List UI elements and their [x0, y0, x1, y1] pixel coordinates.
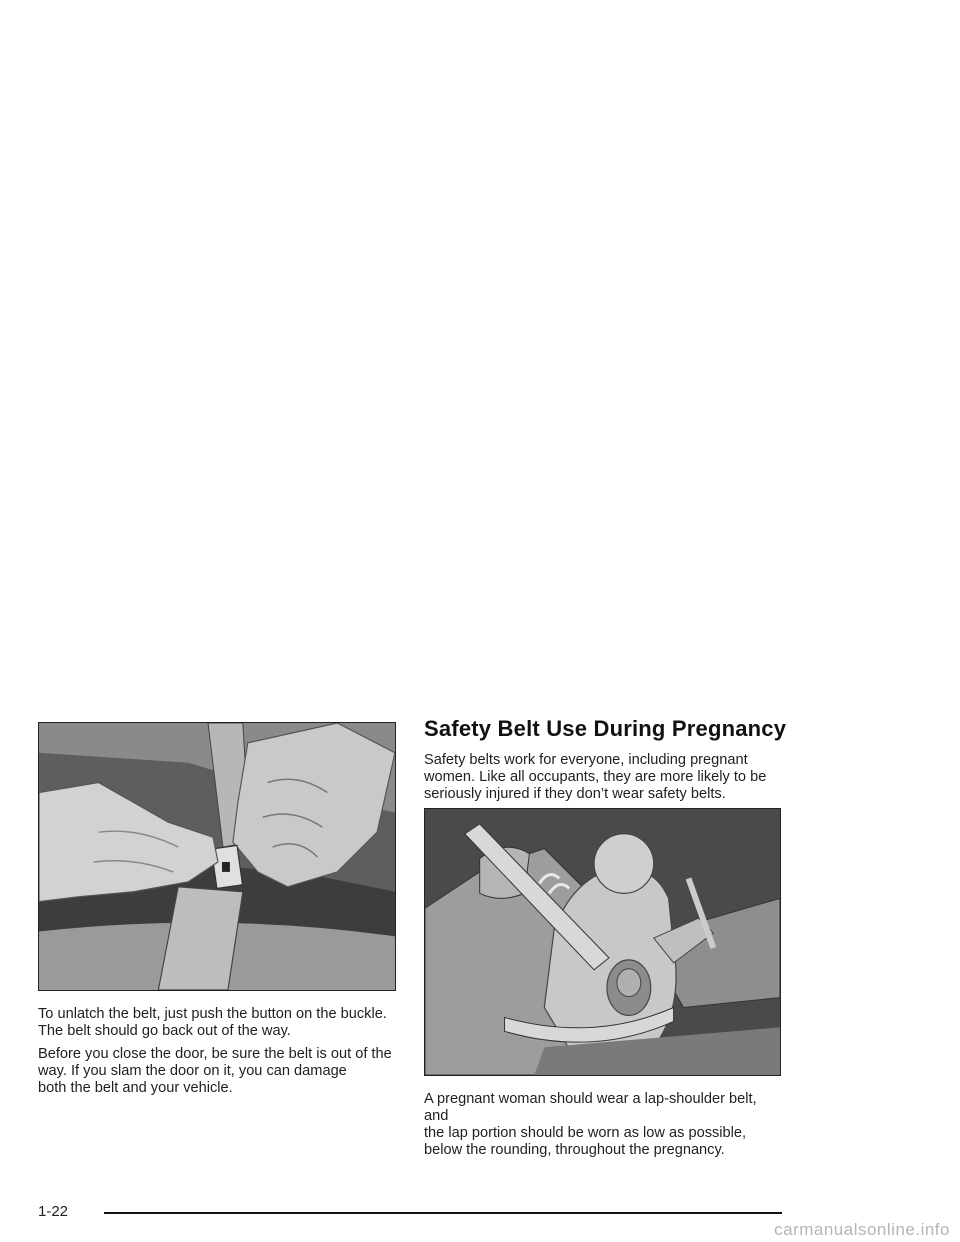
pregnancy-belt-illustration — [424, 808, 781, 1076]
unlatch-instructions: To unlatch the belt, just push the button on the buckle. The belt should go back out of the way. — [38, 1006, 387, 1039]
page-number: 1-22 — [38, 1203, 69, 1220]
pregnancy-belt-drawing — [425, 809, 780, 1075]
section-heading: Safety Belt Use During Pregnancy — [424, 716, 787, 741]
lap-belt-instructions: A pregnant woman should wear a lap-shoulder belt, and the lap portion should be worn as low as possible, below the rounding, throughout the pregnancy. — [424, 1091, 757, 1158]
door-warning: Before you close the door, be sure the belt is out of the way. If you slam the door on it, you can damage both the belt and your vehicle. — [38, 1046, 392, 1096]
buckle-release-drawing — [39, 723, 395, 990]
pregnancy-intro: Safety belts work for everyone, including pregnant women. Like all occupants, they are more likely to be seriously injured if they don’t wear safety belts. — [424, 752, 767, 802]
buckle-release-illustration — [38, 722, 396, 991]
watermark: carmanualsonline.info — [774, 1220, 950, 1239]
footer-divider — [104, 1212, 782, 1214]
